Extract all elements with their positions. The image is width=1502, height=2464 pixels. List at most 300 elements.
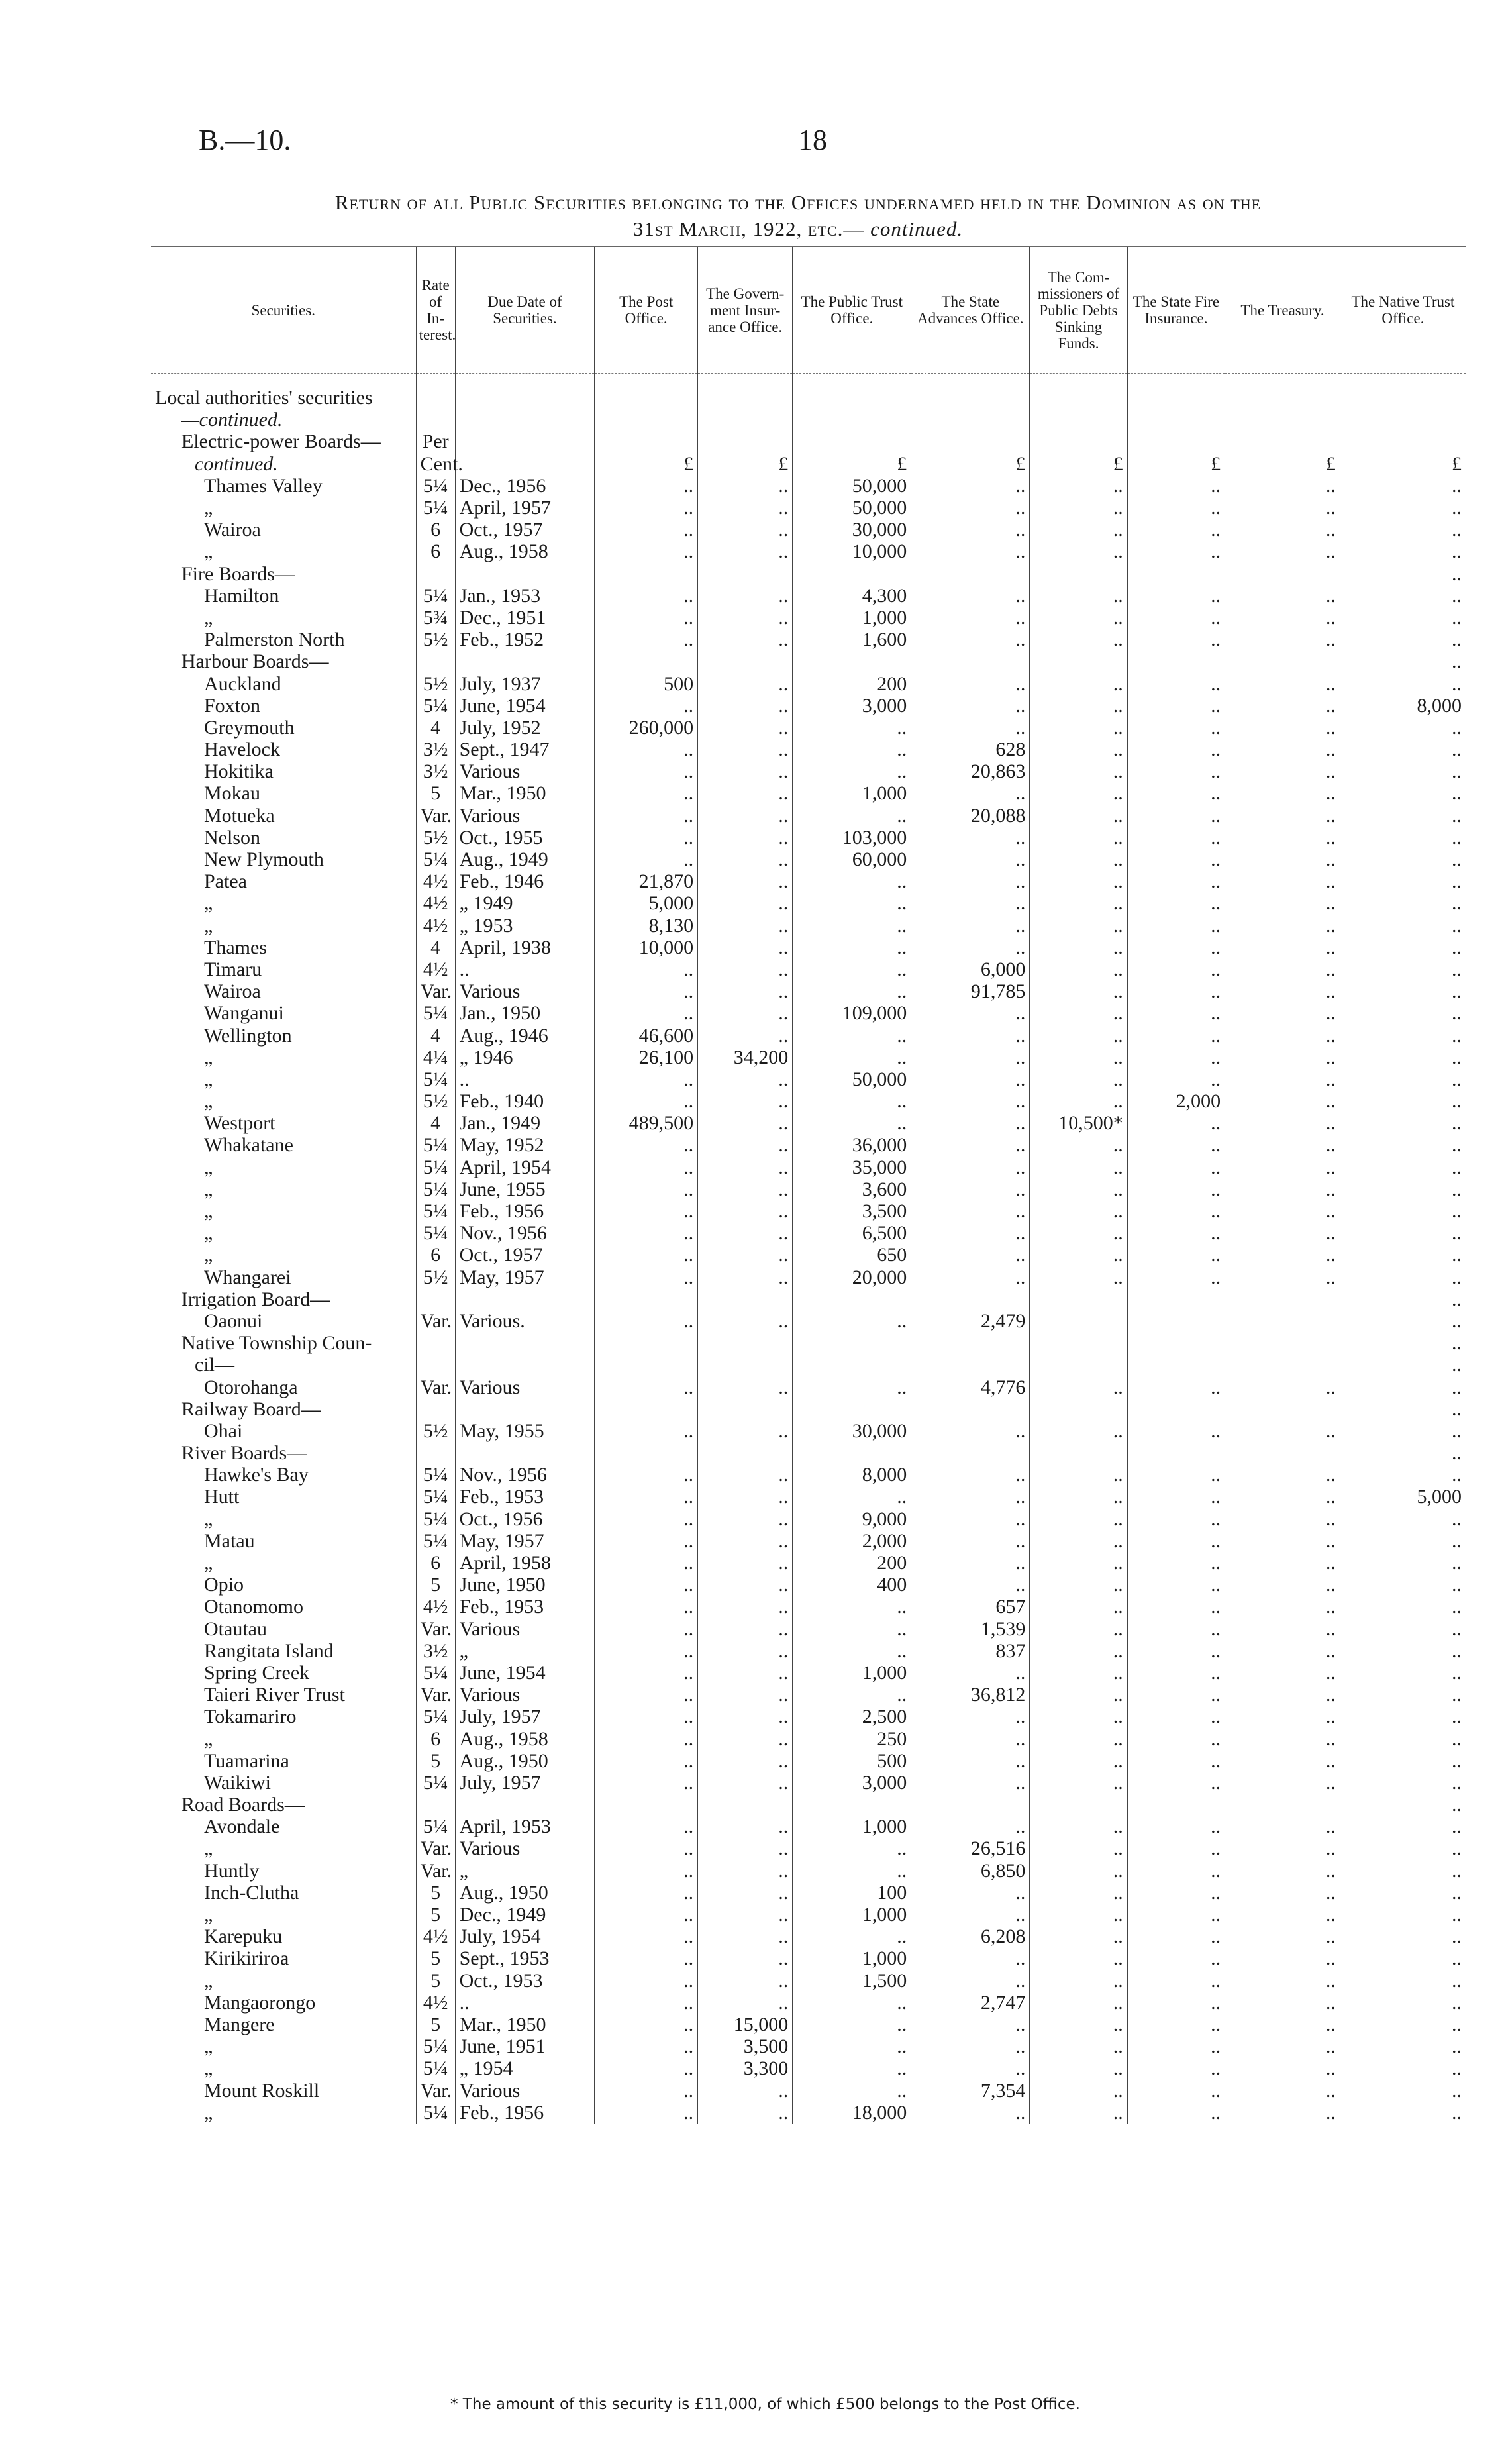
interest-rate xyxy=(416,1354,455,1376)
post-office-amount: .. xyxy=(595,585,698,607)
table-row xyxy=(151,1398,1466,1420)
public-trust-amount xyxy=(793,650,911,672)
treasury-amount: .. xyxy=(1225,607,1340,629)
state-advances-amount: .. xyxy=(911,782,1030,804)
treasury-amount xyxy=(1225,1354,1340,1376)
public-trust-amount xyxy=(793,1354,911,1376)
security-name: Spring Creek xyxy=(204,1661,310,1684)
state-fire-amount: .. xyxy=(1127,915,1225,937)
due-date: „ 1953 xyxy=(455,915,595,937)
state-fire-amount: .. xyxy=(1127,980,1225,1002)
government-insurance-amount: .. xyxy=(698,1134,793,1156)
native-trust-amount: .. xyxy=(1340,848,1466,870)
native-trust-amount: .. xyxy=(1340,1970,1466,1992)
table-row xyxy=(151,453,1466,475)
native-trust-amount: .. xyxy=(1340,1112,1466,1134)
sinking-funds-amount: .. xyxy=(1030,1266,1127,1288)
security-name: Tokamariro xyxy=(204,1706,297,1728)
security-name: —continued. xyxy=(181,409,283,431)
post-office-amount: .. xyxy=(595,958,698,980)
treasury-amount: .. xyxy=(1225,805,1340,827)
due-date: June, 1951 xyxy=(455,2035,595,2057)
native-trust-amount: 5,000 xyxy=(1340,1486,1466,1508)
due-date: Aug., 1949 xyxy=(455,848,595,870)
state-advances-amount: .. xyxy=(911,1090,1030,1112)
government-insurance-amount: £ xyxy=(698,453,793,475)
public-trust-amount: 50,000 xyxy=(793,497,911,519)
state-advances-amount xyxy=(911,1332,1030,1354)
government-insurance-amount: .. xyxy=(698,1552,793,1574)
state-fire-amount: .. xyxy=(1127,1200,1225,1222)
table-row xyxy=(151,1925,1466,1947)
native-trust-amount: .. xyxy=(1340,1332,1466,1354)
table-row xyxy=(151,1068,1466,1090)
government-insurance-amount: .. xyxy=(698,1178,793,1200)
state-advances-amount: .. xyxy=(911,1486,1030,1508)
public-trust-amount: 3,000 xyxy=(793,1772,911,1794)
treasury-amount: .. xyxy=(1225,2057,1340,2079)
treasury-amount: .. xyxy=(1225,1970,1340,1992)
interest-rate xyxy=(416,1332,455,1354)
sinking-funds-amount: .. xyxy=(1030,1882,1127,1904)
government-insurance-amount xyxy=(698,1794,793,1816)
interest-rate: 3½ xyxy=(416,1640,455,1662)
native-trust-amount: .. xyxy=(1340,1947,1466,1969)
post-office-amount xyxy=(595,650,698,672)
state-fire-amount: .. xyxy=(1127,870,1225,892)
state-fire-amount: .. xyxy=(1127,1750,1225,1772)
public-trust-amount: 3,600 xyxy=(793,1178,911,1200)
interest-rate: 5¼ xyxy=(416,1134,455,1156)
security-name: Taieri River Trust xyxy=(204,1684,345,1706)
table-row xyxy=(151,519,1466,540)
government-insurance-amount: .. xyxy=(698,1684,793,1706)
security-name: Patea xyxy=(204,870,247,893)
post-office-amount: .. xyxy=(595,540,698,562)
state-fire-amount: .. xyxy=(1127,497,1225,519)
post-office-amount: 10,000 xyxy=(595,937,698,958)
due-date: Feb., 1956 xyxy=(455,1200,595,1222)
post-office-amount: 26,100 xyxy=(595,1047,698,1068)
table-row xyxy=(151,1508,1466,1530)
sinking-funds-amount: .. xyxy=(1030,1508,1127,1530)
security-name: Native Township Coun- xyxy=(181,1332,372,1355)
state-fire-amount: .. xyxy=(1127,1904,1225,1925)
native-trust-amount: .. xyxy=(1340,1442,1466,1464)
due-date: .. xyxy=(455,1068,595,1090)
treasury-amount: .. xyxy=(1225,672,1340,694)
government-insurance-amount: .. xyxy=(698,1530,793,1552)
interest-rate: Var. xyxy=(416,1837,455,1859)
interest-rate: 5¼ xyxy=(416,695,455,717)
government-insurance-amount: .. xyxy=(698,1002,793,1024)
government-insurance-amount xyxy=(698,1398,793,1420)
native-trust-amount: .. xyxy=(1340,1310,1466,1332)
state-fire-amount: .. xyxy=(1127,937,1225,958)
native-trust-amount: .. xyxy=(1340,1288,1466,1310)
state-fire-amount xyxy=(1127,431,1225,452)
security-name: Mangaorongo xyxy=(204,1991,316,2014)
post-office-amount: 8,130 xyxy=(595,915,698,937)
table-row xyxy=(151,475,1466,497)
government-insurance-amount: .. xyxy=(698,937,793,958)
treasury-amount: .. xyxy=(1225,870,1340,892)
table-row xyxy=(151,1266,1466,1288)
state-fire-amount xyxy=(1127,1794,1225,1816)
sinking-funds-amount xyxy=(1030,1398,1127,1420)
native-trust-amount: .. xyxy=(1340,1090,1466,1112)
table-row xyxy=(151,892,1466,914)
sinking-funds-amount: .. xyxy=(1030,1244,1127,1266)
state-advances-amount xyxy=(911,374,1030,409)
sinking-funds-amount: .. xyxy=(1030,1376,1127,1398)
post-office-amount: .. xyxy=(595,1640,698,1662)
state-fire-amount: .. xyxy=(1127,1222,1225,1244)
due-date: April, 1957 xyxy=(455,497,595,519)
government-insurance-amount: .. xyxy=(698,870,793,892)
public-trust-amount: .. xyxy=(793,1925,911,1947)
table-row xyxy=(151,1684,1466,1706)
sinking-funds-amount xyxy=(1030,650,1127,672)
due-date: Jan., 1953 xyxy=(455,585,595,607)
treasury-amount: .. xyxy=(1225,1200,1340,1222)
state-advances-amount: .. xyxy=(911,827,1030,848)
state-advances-amount: .. xyxy=(911,1222,1030,1244)
column-header: Securities. xyxy=(151,247,416,374)
sinking-funds-amount: .. xyxy=(1030,848,1127,870)
state-fire-amount: .. xyxy=(1127,1047,1225,1068)
state-fire-amount: 2,000 xyxy=(1127,1090,1225,1112)
treasury-amount: .. xyxy=(1225,1904,1340,1925)
footnote: * The amount of this security is £11,000, of which £500 belongs to the Post Office. xyxy=(450,2396,1080,2413)
government-insurance-amount xyxy=(698,1288,793,1310)
table-row xyxy=(151,1156,1466,1178)
table-row xyxy=(151,1002,1466,1024)
sinking-funds-amount: .. xyxy=(1030,2102,1127,2124)
treasury-amount: .. xyxy=(1225,540,1340,562)
treasury-amount: .. xyxy=(1225,1530,1340,1552)
government-insurance-amount: .. xyxy=(698,2102,793,2124)
state-fire-amount: .. xyxy=(1127,1925,1225,1947)
treasury-amount: .. xyxy=(1225,1640,1340,1662)
government-insurance-amount xyxy=(698,563,793,585)
treasury-amount: .. xyxy=(1225,1090,1340,1112)
table-row xyxy=(151,1882,1466,1904)
treasury-amount xyxy=(1225,563,1340,585)
interest-rate: 5¼ xyxy=(416,1706,455,1727)
table-row xyxy=(151,1970,1466,1992)
table-row xyxy=(151,739,1466,760)
post-office-amount: .. xyxy=(595,1376,698,1398)
post-office-amount xyxy=(595,374,698,409)
government-insurance-amount: .. xyxy=(698,519,793,540)
interest-rate: 4¼ xyxy=(416,1047,455,1068)
due-date: Dec., 1956 xyxy=(455,475,595,497)
government-insurance-amount: .. xyxy=(698,1970,793,1992)
public-trust-amount xyxy=(793,1442,911,1464)
sinking-funds-amount: .. xyxy=(1030,1134,1127,1156)
sinking-funds-amount: .. xyxy=(1030,958,1127,980)
post-office-amount: .. xyxy=(595,782,698,804)
sinking-funds-amount: .. xyxy=(1030,1816,1127,1837)
interest-rate: 5¼ xyxy=(416,1486,455,1508)
post-office-amount: .. xyxy=(595,1662,698,1684)
due-date: Nov., 1956 xyxy=(455,1222,595,1244)
native-trust-amount: .. xyxy=(1340,1882,1466,1904)
state-advances-amount: .. xyxy=(911,1530,1030,1552)
table-row xyxy=(151,1486,1466,1508)
table-row xyxy=(151,1222,1466,1244)
due-date xyxy=(455,374,595,409)
post-office-amount xyxy=(595,1288,698,1310)
table-row xyxy=(151,958,1466,980)
interest-rate: Per xyxy=(416,431,455,452)
security-name: Road Boards— xyxy=(181,1794,305,1816)
government-insurance-amount: 3,300 xyxy=(698,2057,793,2079)
post-office-amount: .. xyxy=(595,1310,698,1332)
state-advances-amount: 628 xyxy=(911,739,1030,760)
public-trust-amount: .. xyxy=(793,1047,911,1068)
interest-rate: 5¼ xyxy=(416,1816,455,1837)
public-trust-amount: .. xyxy=(793,1618,911,1640)
treasury-amount xyxy=(1225,409,1340,431)
state-fire-amount: .. xyxy=(1127,1244,1225,1266)
sinking-funds-amount: .. xyxy=(1030,695,1127,717)
native-trust-amount: .. xyxy=(1340,585,1466,607)
state-fire-amount: .. xyxy=(1127,827,1225,848)
sinking-funds-amount: .. xyxy=(1030,1970,1127,1992)
government-insurance-amount: .. xyxy=(698,1244,793,1266)
state-advances-amount: .. xyxy=(911,1024,1030,1046)
post-office-amount: .. xyxy=(595,1772,698,1794)
public-trust-amount: .. xyxy=(793,915,911,937)
government-insurance-amount: .. xyxy=(698,848,793,870)
interest-rate: 3½ xyxy=(416,739,455,760)
interest-rate: 5¼ xyxy=(416,497,455,519)
post-office-amount: .. xyxy=(595,1816,698,1837)
due-date: Aug., 1950 xyxy=(455,1882,595,1904)
post-office-amount: .. xyxy=(595,2079,698,2101)
state-fire-amount xyxy=(1127,563,1225,585)
due-date: June, 1954 xyxy=(455,1662,595,1684)
public-trust-amount: .. xyxy=(793,980,911,1002)
native-trust-amount: .. xyxy=(1340,650,1466,672)
sinking-funds-amount xyxy=(1030,1794,1127,1816)
table-row xyxy=(151,1904,1466,1925)
state-advances-amount: 20,863 xyxy=(911,760,1030,782)
treasury-amount: .. xyxy=(1225,827,1340,848)
due-date xyxy=(455,1398,595,1420)
state-fire-amount: .. xyxy=(1127,1772,1225,1794)
table-row xyxy=(151,2014,1466,2035)
public-trust-amount xyxy=(793,1794,911,1816)
interest-rate: 6 xyxy=(416,1244,455,1266)
native-trust-amount: .. xyxy=(1340,1640,1466,1662)
interest-rate: 5 xyxy=(416,1574,455,1596)
state-advances-amount: .. xyxy=(911,1947,1030,1969)
post-office-amount: .. xyxy=(595,1618,698,1640)
column-header: The Com-missioners of Public Debts Sinking Funds. xyxy=(1030,247,1127,374)
state-fire-amount: .. xyxy=(1127,1882,1225,1904)
treasury-amount: .. xyxy=(1225,1684,1340,1706)
government-insurance-amount: 3,500 xyxy=(698,2035,793,2057)
table-row xyxy=(151,1640,1466,1662)
post-office-amount xyxy=(595,1332,698,1354)
native-trust-amount: .. xyxy=(1340,1200,1466,1222)
public-trust-amount: 400 xyxy=(793,1574,911,1596)
title-line-1: Return of all Public Securities belonging to the Offices undernamed held in the Dominion as on the xyxy=(334,191,1262,214)
security-name: „ xyxy=(204,1244,213,1266)
post-office-amount: .. xyxy=(595,980,698,1002)
interest-rate: 5¼ xyxy=(416,1464,455,1486)
security-name: „ xyxy=(204,1837,213,1860)
security-name: „ xyxy=(204,1068,213,1090)
native-trust-amount: .. xyxy=(1340,1530,1466,1552)
due-date: Various xyxy=(455,1618,595,1640)
native-trust-amount: .. xyxy=(1340,1134,1466,1156)
treasury-amount xyxy=(1225,431,1340,452)
public-trust-amount xyxy=(793,1398,911,1420)
post-office-amount: .. xyxy=(595,1596,698,1617)
table-row xyxy=(151,563,1466,585)
table-row xyxy=(151,1244,1466,1266)
treasury-amount: £ xyxy=(1225,453,1340,475)
interest-rate: 4 xyxy=(416,937,455,958)
state-advances-amount: .. xyxy=(911,1882,1030,1904)
state-fire-amount: .. xyxy=(1127,1992,1225,2014)
government-insurance-amount: .. xyxy=(698,892,793,914)
state-advances-amount: 7,354 xyxy=(911,2079,1030,2101)
post-office-amount: .. xyxy=(595,475,698,497)
treasury-amount: .. xyxy=(1225,1552,1340,1574)
interest-rate xyxy=(416,374,455,409)
public-trust-amount: 250 xyxy=(793,1727,911,1749)
sinking-funds-amount: .. xyxy=(1030,1047,1127,1068)
sinking-funds-amount: .. xyxy=(1030,672,1127,694)
sinking-funds-amount: .. xyxy=(1030,1574,1127,1596)
public-trust-amount: .. xyxy=(793,1684,911,1706)
due-date: .. xyxy=(455,1992,595,2014)
post-office-amount: .. xyxy=(595,1727,698,1749)
table-row xyxy=(151,409,1466,431)
state-advances-amount: .. xyxy=(911,870,1030,892)
table-row xyxy=(151,585,1466,607)
native-trust-amount: £ xyxy=(1340,453,1466,475)
state-advances-amount xyxy=(911,1794,1030,1816)
sinking-funds-amount: .. xyxy=(1030,1904,1127,1925)
post-office-amount: 260,000 xyxy=(595,717,698,739)
government-insurance-amount xyxy=(698,409,793,431)
due-date: Jan., 1949 xyxy=(455,1112,595,1134)
due-date: April, 1938 xyxy=(455,937,595,958)
due-date: Jan., 1950 xyxy=(455,1002,595,1024)
due-date: Dec., 1949 xyxy=(455,1904,595,1925)
public-trust-amount xyxy=(793,563,911,585)
public-trust-amount: .. xyxy=(793,1992,911,2014)
sinking-funds-amount: .. xyxy=(1030,1750,1127,1772)
interest-rate: 5¼ xyxy=(416,1222,455,1244)
interest-rate: 5¼ xyxy=(416,2102,455,2124)
security-name: Railway Board— xyxy=(181,1398,321,1420)
state-fire-amount xyxy=(1127,374,1225,409)
table-row xyxy=(151,1816,1466,1837)
security-name: Avondale xyxy=(204,1816,280,1838)
government-insurance-amount: .. xyxy=(698,717,793,739)
treasury-amount: .. xyxy=(1225,1706,1340,1727)
state-advances-amount: .. xyxy=(911,585,1030,607)
government-insurance-amount: .. xyxy=(698,827,793,848)
column-header: The Govern-ment Insur-ance Office. xyxy=(698,247,793,374)
government-insurance-amount: .. xyxy=(698,607,793,629)
title-line-2 xyxy=(139,216,1457,242)
due-date: Oct., 1956 xyxy=(455,1508,595,1530)
state-advances-amount: .. xyxy=(911,1750,1030,1772)
public-trust-amount: .. xyxy=(793,1112,911,1134)
table-row xyxy=(151,1288,1466,1310)
security-name: Havelock xyxy=(204,739,280,761)
sinking-funds-amount: .. xyxy=(1030,1420,1127,1442)
public-trust-amount: 60,000 xyxy=(793,848,911,870)
treasury-amount: .. xyxy=(1225,1178,1340,1200)
state-advances-amount: .. xyxy=(911,717,1030,739)
table-row xyxy=(151,1860,1466,1882)
due-date: Feb., 1952 xyxy=(455,629,595,650)
state-fire-amount: .. xyxy=(1127,540,1225,562)
treasury-amount xyxy=(1225,1288,1340,1310)
post-office-amount: .. xyxy=(595,1156,698,1178)
state-fire-amount: .. xyxy=(1127,1002,1225,1024)
public-trust-amount: £ xyxy=(793,453,911,475)
interest-rate: 5¼ xyxy=(416,585,455,607)
state-fire-amount: .. xyxy=(1127,1706,1225,1727)
treasury-amount: .. xyxy=(1225,2035,1340,2057)
state-advances-amount: .. xyxy=(911,1178,1030,1200)
post-office-amount: .. xyxy=(595,739,698,760)
treasury-amount: .. xyxy=(1225,1727,1340,1749)
sinking-funds-amount: .. xyxy=(1030,1464,1127,1486)
government-insurance-amount: .. xyxy=(698,540,793,562)
native-trust-amount: .. xyxy=(1340,1002,1466,1024)
state-advances-amount xyxy=(911,1398,1030,1420)
interest-rate: 5½ xyxy=(416,1090,455,1112)
native-trust-amount: .. xyxy=(1340,475,1466,497)
public-trust-amount: 18,000 xyxy=(793,2102,911,2124)
state-fire-amount: .. xyxy=(1127,695,1225,717)
government-insurance-amount: .. xyxy=(698,1816,793,1837)
due-date: .. xyxy=(455,958,595,980)
sinking-funds-amount: .. xyxy=(1030,1178,1127,1200)
state-advances-amount: 20,088 xyxy=(911,805,1030,827)
native-trust-amount xyxy=(1340,374,1466,409)
interest-rate: 5¼ xyxy=(416,1662,455,1684)
due-date: Oct., 1955 xyxy=(455,827,595,848)
government-insurance-amount xyxy=(698,650,793,672)
treasury-amount: .. xyxy=(1225,717,1340,739)
interest-rate: 3½ xyxy=(416,760,455,782)
treasury-amount xyxy=(1225,1398,1340,1420)
security-name: cil— xyxy=(195,1354,234,1376)
security-name: Otanomomo xyxy=(204,1596,303,1618)
state-fire-amount xyxy=(1127,1354,1225,1376)
security-name: Inch-Clutha xyxy=(204,1881,299,1904)
treasury-amount: .. xyxy=(1225,915,1340,937)
native-trust-amount: .. xyxy=(1340,1684,1466,1706)
public-trust-amount: .. xyxy=(793,1596,911,1617)
security-name: River Boards— xyxy=(181,1442,307,1464)
government-insurance-amount: 34,200 xyxy=(698,1047,793,1068)
due-date: May, 1957 xyxy=(455,1530,595,1552)
table-header-row xyxy=(151,247,1466,374)
